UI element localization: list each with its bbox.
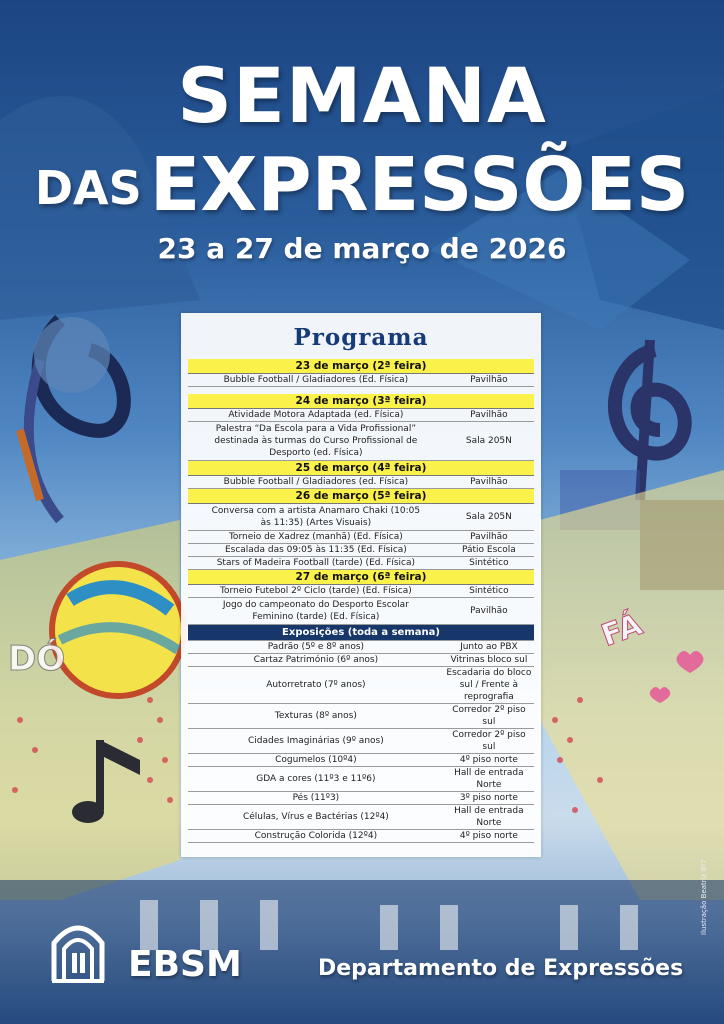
table-row: Cartaz Património (6º anos) Vitrinas bloco sul [188, 654, 534, 667]
exhibitions-header: Exposições (toda a semana) [188, 625, 534, 641]
table-row: Autorretrato (7º anos) Escadaria do bloco sul / Frente à reprografia [188, 667, 534, 704]
table-row: GDA a cores (11º3 e 11º6) Hall de entrada Norte [188, 767, 534, 792]
day-header: 25 de março (4ª feira) [188, 461, 534, 476]
event-dates: 23 a 27 de março de 2026 [157, 232, 567, 265]
table-row: Torneio de Xadrez (manhã) (Ed. Física) Pavilhão [188, 531, 534, 544]
day-header: 24 de março (3ª feira) [188, 394, 534, 409]
school-abbreviation: EBSM [128, 944, 242, 985]
day-header: 27 de março (6ª feira) [188, 570, 534, 585]
table-row: Texturas (8º anos) Corredor 2º piso sul [188, 704, 534, 729]
day-header: 23 de março (2ª feira) [188, 359, 534, 374]
svg-text:DÓ: DÓ [8, 639, 66, 679]
table-row: Cogumelos (10º4) 4º piso norte [188, 754, 534, 767]
row-gap [188, 387, 534, 395]
table-row: Atividade Motora Adaptada (ed. Física) Pavilhão [188, 409, 534, 422]
title-das: DAS [34, 161, 142, 215]
table-row: Cidades Imaginárias (9º anos) Corredor 2º piso sul [188, 729, 534, 754]
table-row: Palestra “Da Escola para a Vida Profissional” destinada às turmas do Curso Profissional de Desporto (ed. Física) Sala 205N [188, 422, 534, 461]
table-row: Padrão (5º e 8º anos) Junto ao PBX [188, 641, 534, 654]
title-expressoes-word: EXPRESSÕES [149, 142, 690, 228]
department-name: Departamento de Expressões [318, 956, 684, 981]
table-row: Bubble Football / Gladiadores (ed. Física) Pavilhão [188, 476, 534, 489]
program-heading: Programa [293, 324, 429, 351]
table-row: Construção Colorida (12º4) 4º piso norte [188, 830, 534, 843]
program-table [188, 359, 534, 843]
title-semana: SEMANA [177, 51, 547, 140]
school-logo-icon [50, 917, 106, 983]
table-row: Conversa com a artista Anamaro Chaki (10:05 às 11:35) (Artes Visuais) Sala 205N [188, 504, 534, 531]
table-row: Células, Vírus e Bactérias (12º4) Hall de entrada Norte [188, 805, 534, 830]
svg-text:FÁ: FÁ [596, 607, 647, 654]
table-row: Stars of Madeira Football (tarde) (Ed. Física) Sintético [188, 557, 534, 570]
table-row: Escalada das 09:05 às 11:35 (Ed. Física) Pátio Escola [188, 544, 534, 557]
program-card [181, 313, 541, 857]
title-expressoes [0, 142, 724, 228]
illustration-credit: Ilustração Beatriz 8º7 [700, 859, 708, 935]
table-row: Bubble Football / Gladiadores (Ed. Física) Pavilhão [188, 374, 534, 387]
table-row: Jogo do campeonato do Desporto Escolar Feminino (tarde) (Ed. Física) Pavilhão [188, 598, 534, 625]
day-header: 26 de março (5ª feira) [188, 489, 534, 504]
table-row: Torneio Futebol 2º Ciclo (tarde) (Ed. Física) Sintético [188, 585, 534, 598]
table-row: Pés (11º3) 3º piso norte [188, 792, 534, 805]
